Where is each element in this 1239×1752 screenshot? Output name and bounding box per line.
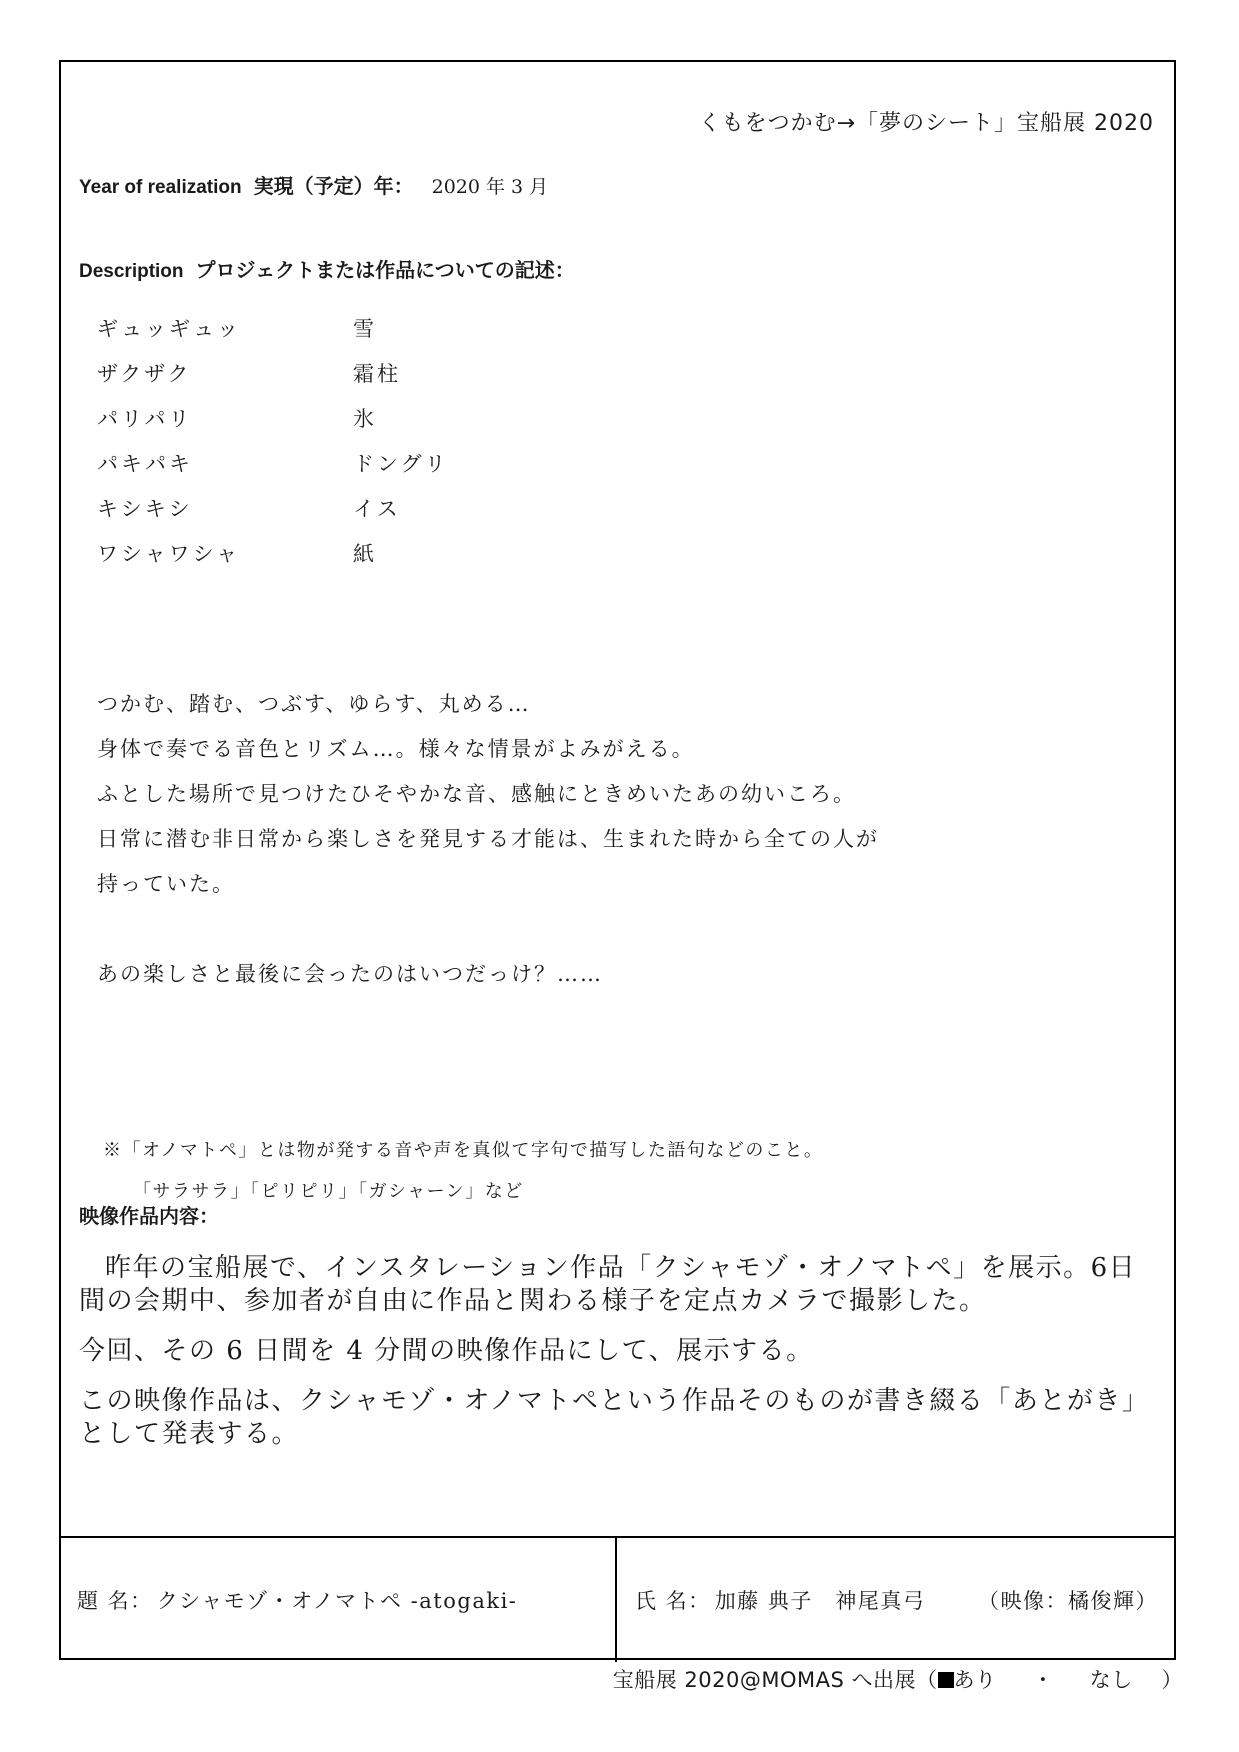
work-title-cell xyxy=(59,1538,617,1662)
poem-line: 日常に潜む非日常から楽しさを発見する才能は、生まれた時から全ての人が xyxy=(97,827,879,851)
video-description xyxy=(79,1252,1161,1468)
option-separator: ・ xyxy=(1032,1668,1054,1692)
artist-name-group xyxy=(635,1585,925,1615)
list-item xyxy=(97,440,449,485)
year-label-en: Year of realization xyxy=(79,177,242,198)
event-title: くもをつかむ→「夢のシート」宝船展 2020 xyxy=(698,111,1154,136)
footer-text: 宝船展 2020@MOMAS へ出展（ xyxy=(612,1668,938,1692)
video-paragraph: 今回、その 6 日間を 4 分間の映像作品にして、展示する。 xyxy=(79,1336,814,1366)
onomatopoeia-word: キシキシ xyxy=(97,496,193,521)
onomatopoeia-object: 紙 xyxy=(353,541,377,566)
work-title-value: クシャモゾ・オノマトペ -atogaki- xyxy=(156,1589,518,1613)
video-paragraph: 昨年の宝船展で、インスタレーション作品「クシャモゾ・オノマトペ」を展示。6日間の会期中、参加者が自由に作品と関わる様子を定点カメラで撮影した。 xyxy=(79,1253,1137,1316)
onomatopoeia-object: イス xyxy=(353,496,401,521)
option-yes: あり xyxy=(953,1668,997,1692)
work-info-row xyxy=(59,1536,1176,1662)
description-field xyxy=(79,254,575,283)
video-credit: （映像：橘俊輝） xyxy=(978,1589,1158,1613)
work-title-label: 題 名： xyxy=(77,1589,153,1613)
poem-spacer xyxy=(97,907,879,952)
form-frame xyxy=(59,60,1176,1660)
description-label-ja: プロジェクトまたは作品についての記述： xyxy=(195,258,575,282)
onomatopoeia-object: ドングリ xyxy=(353,451,449,476)
option-no: なし xyxy=(1089,1668,1133,1692)
poem-line: 身体で奏でる音色とリズム…。様々な情景がよみがえる。 xyxy=(97,737,695,761)
note-examples: 「サラサラ」「ピリピリ」「ガシャーン」など xyxy=(133,1181,524,1202)
list-item xyxy=(97,395,449,440)
artist-name-label: 氏 名： xyxy=(635,1589,711,1613)
onomatopoeia-word: ギュッギュッ xyxy=(97,316,241,341)
year-field xyxy=(79,170,548,199)
artist-name-value: 加藤 典子 神尾真弓 xyxy=(714,1589,926,1613)
year-label-ja: 実現（予定）年： xyxy=(253,174,414,198)
onomatopoeia-object: 雪 xyxy=(353,316,377,341)
description-label-en: Description xyxy=(79,261,184,282)
onomatopoeia-word: パキパキ xyxy=(97,451,193,476)
exhibition-footer xyxy=(613,1664,1183,1694)
onomatopoeia-list xyxy=(97,305,449,575)
poem-closing: あの楽しさと最後に会ったのはいつだっけ？…… xyxy=(97,962,603,986)
list-item xyxy=(97,530,449,575)
onomatopoeia-word: パリパリ xyxy=(97,406,193,431)
list-item xyxy=(97,305,449,350)
poem-text xyxy=(97,682,879,997)
video-section-heading: 映像作品内容： xyxy=(79,1204,219,1228)
list-item xyxy=(97,485,449,530)
year-value: 2020 年 3 月 xyxy=(431,176,549,198)
filled-square-icon xyxy=(938,1672,954,1688)
onomatopoeia-word: ザクザク xyxy=(97,361,192,386)
artist-name-cell xyxy=(617,1538,1176,1662)
onomatopoeia-object: 霜柱 xyxy=(353,361,401,386)
footer-close: ） xyxy=(1161,1668,1183,1692)
poem-line: ふとした場所で見つけたひそやかな音、感触にときめいたあの幼いころ。 xyxy=(97,782,856,806)
note-definition: ※「オノマトペ」とは物が発する音や声を真似て字句で描写した語句などのこと。 xyxy=(103,1140,824,1161)
onomatopoeia-object: 氷 xyxy=(353,406,377,431)
video-paragraph: この映像作品は、クシャモゾ・オノマトペという作品そのものが書き綴る「あとがき」として発表する。 xyxy=(79,1386,1150,1449)
onomatopoeia-word: ワシャワシャ xyxy=(97,541,241,566)
poem-line: 持っていた。 xyxy=(97,872,235,896)
poem-line: つかむ、踏む、つぶす、ゆらす、丸める… xyxy=(97,692,531,716)
list-item xyxy=(97,350,449,395)
